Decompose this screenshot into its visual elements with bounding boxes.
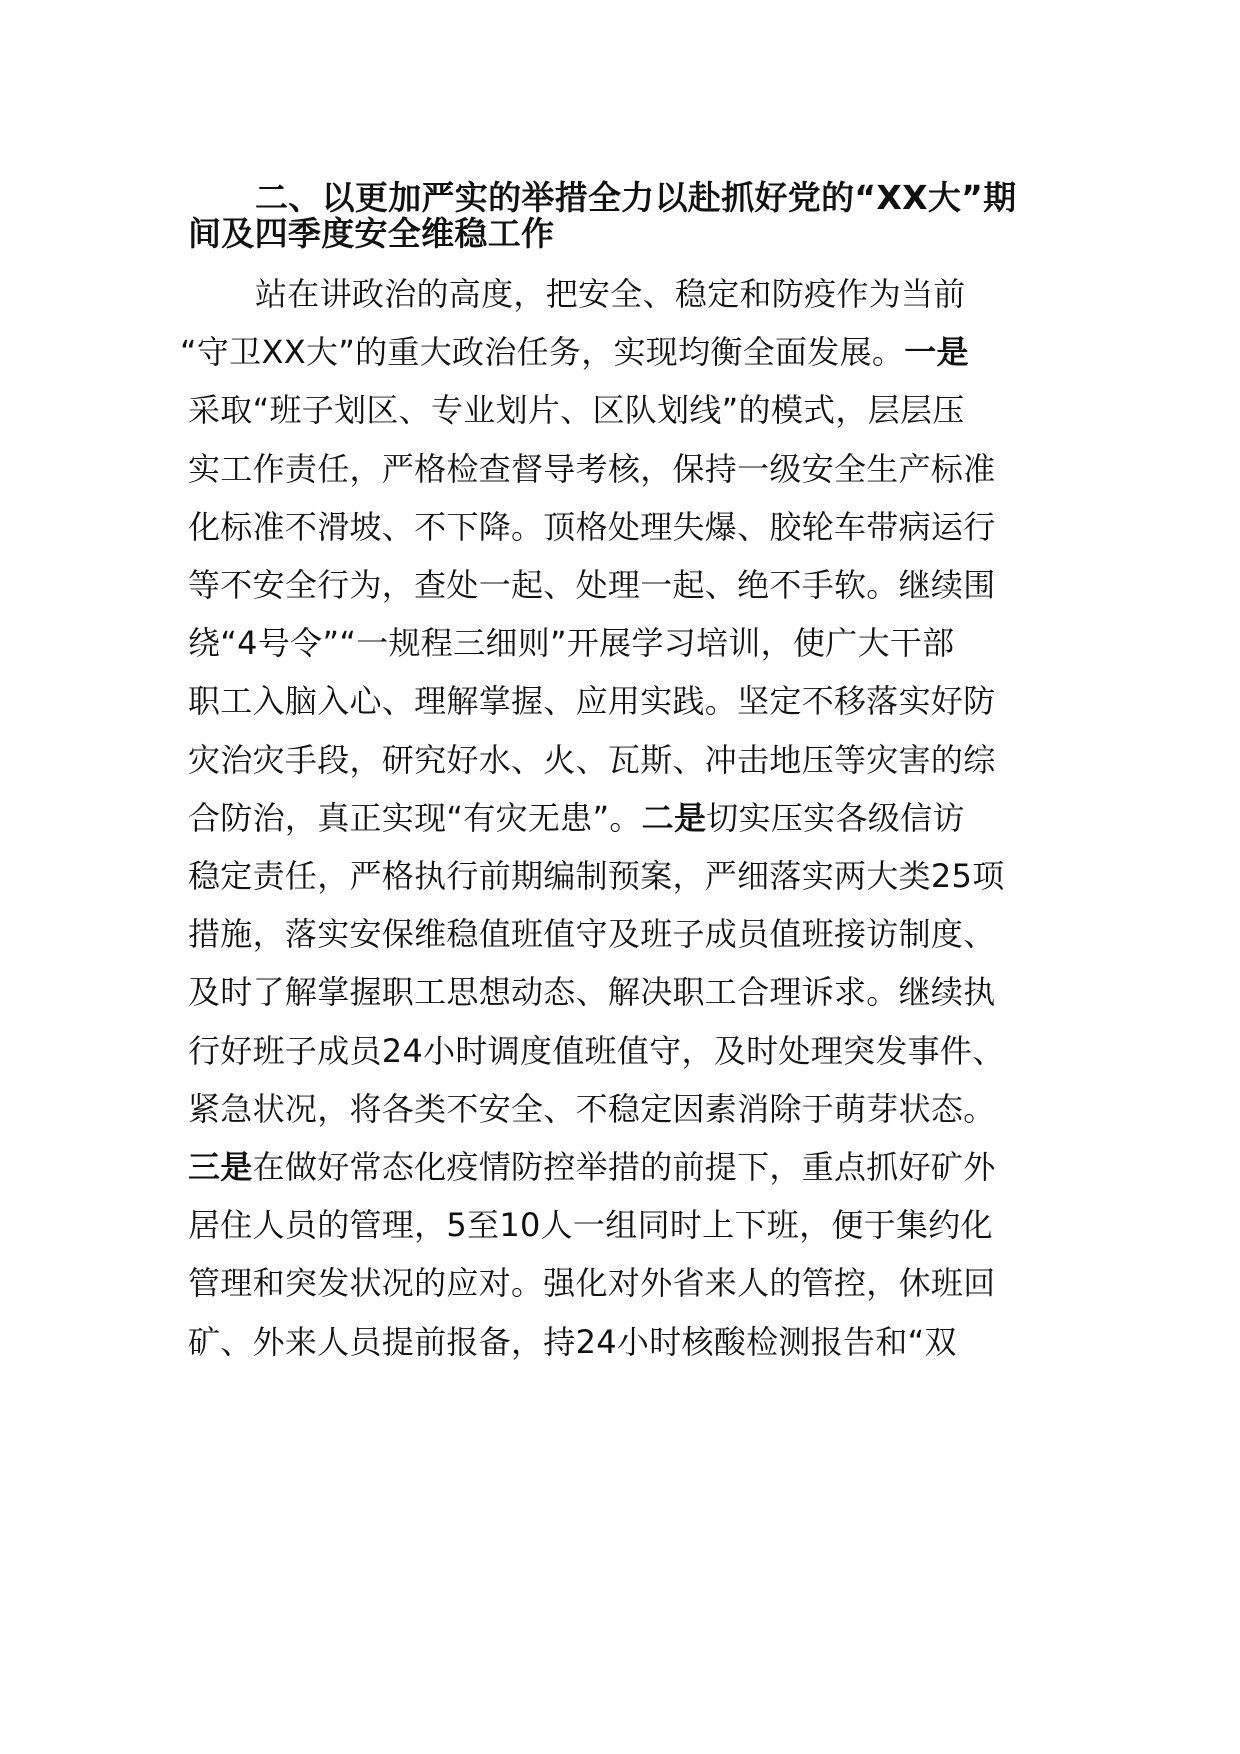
body-line-text-after: 在做好常态化疫情防控举措的前提下，重点抓好矿外 [252, 1148, 996, 1186]
body-line-text: 及时了解掌握职工思想动态、解决职工合理诉求。继续执 [188, 973, 996, 1011]
body-line [255, 262, 1135, 326]
body-line [188, 1077, 1068, 1141]
bold-enumerator: 二是 [641, 799, 707, 837]
body-line [188, 495, 1068, 559]
body-line [188, 1310, 1068, 1374]
body-line-text: 化标准不滑坡、不下降。顶格处理失爆、胶轮车带病运行 [188, 508, 996, 546]
body-line-text: 实工作责任，严格检查督导考核，保持一级安全生产标准 [188, 450, 996, 488]
body-line [188, 1251, 1068, 1315]
body-line [188, 1135, 1068, 1199]
body-line-text: 绕“4号令”“一规程三细则”开展学习培训，使广大干部 [188, 624, 955, 662]
section-heading-line-2: 间及四季度安全维稳工作 [188, 214, 555, 253]
body-line [188, 553, 1068, 617]
body-line-text: 行好班子成员24小时调度值班值守，及时处理突发事件、 [188, 1032, 1005, 1070]
body-line-text: 紧急状况，将各类不安全、不稳定因素消除于萌芽状态。 [188, 1090, 996, 1128]
body-line [188, 728, 1068, 792]
section-heading-line-1: 二、以更加严实的举措全力以赴抓好党的“XX大”期 [255, 178, 1017, 217]
body-line [188, 378, 1068, 442]
body-line [188, 902, 1068, 966]
body-line-text: 合防治，真正实现“有灾无患”。 [188, 799, 642, 837]
body-line-text: 管理和突发状况的应对。强化对外省来人的管控，休班回 [188, 1264, 996, 1302]
body-line-text: 等不安全行为，查处一起、处理一起、绝不手软。继续围 [188, 566, 996, 604]
body-line [188, 1019, 1068, 1083]
body-line-text: 措施，落实安保维稳值班值守及班子成员值班接访制度、 [188, 915, 996, 953]
body-line [188, 960, 1068, 1024]
body-line [180, 320, 1060, 384]
body-line-text: 采取“班子划区、专业划片、区队划线”的模式，层层压 [188, 391, 965, 429]
bold-enumerator: 一是 [904, 333, 969, 371]
body-line [188, 786, 1068, 850]
bold-enumerator: 三是 [188, 1148, 253, 1186]
body-line [188, 611, 1068, 675]
body-line-text: 矿、外来人员提前报备，持24小时核酸检测报告和“双 [188, 1323, 957, 1361]
body-line [188, 669, 1068, 733]
body-line [188, 844, 1068, 908]
body-line-text: 站在讲政治的高度，把安全、稳定和防疫作为当前 [255, 275, 966, 313]
body-line [188, 437, 1068, 501]
body-line-text: 灾治灾手段，研究好水、火、瓦斯、冲击地压等灾害的综 [188, 741, 996, 779]
body-line-text: 居住人员的管理，5至10人一组同时上下班，便于集约化 [188, 1206, 993, 1244]
body-line-text: 职工入脑入心、理解掌握、应用实践。坚定不移落实好防 [188, 682, 996, 720]
body-line [188, 1193, 1068, 1257]
body-line-text: “守卫XX大”的重大政治任务，实现均衡全面发展。 [180, 333, 905, 371]
body-line-text: 稳定责任，严格执行前期编制预案，严细落实两大类25项 [188, 857, 1005, 895]
body-line-text-after: 切实压实各级信访 [706, 799, 965, 837]
